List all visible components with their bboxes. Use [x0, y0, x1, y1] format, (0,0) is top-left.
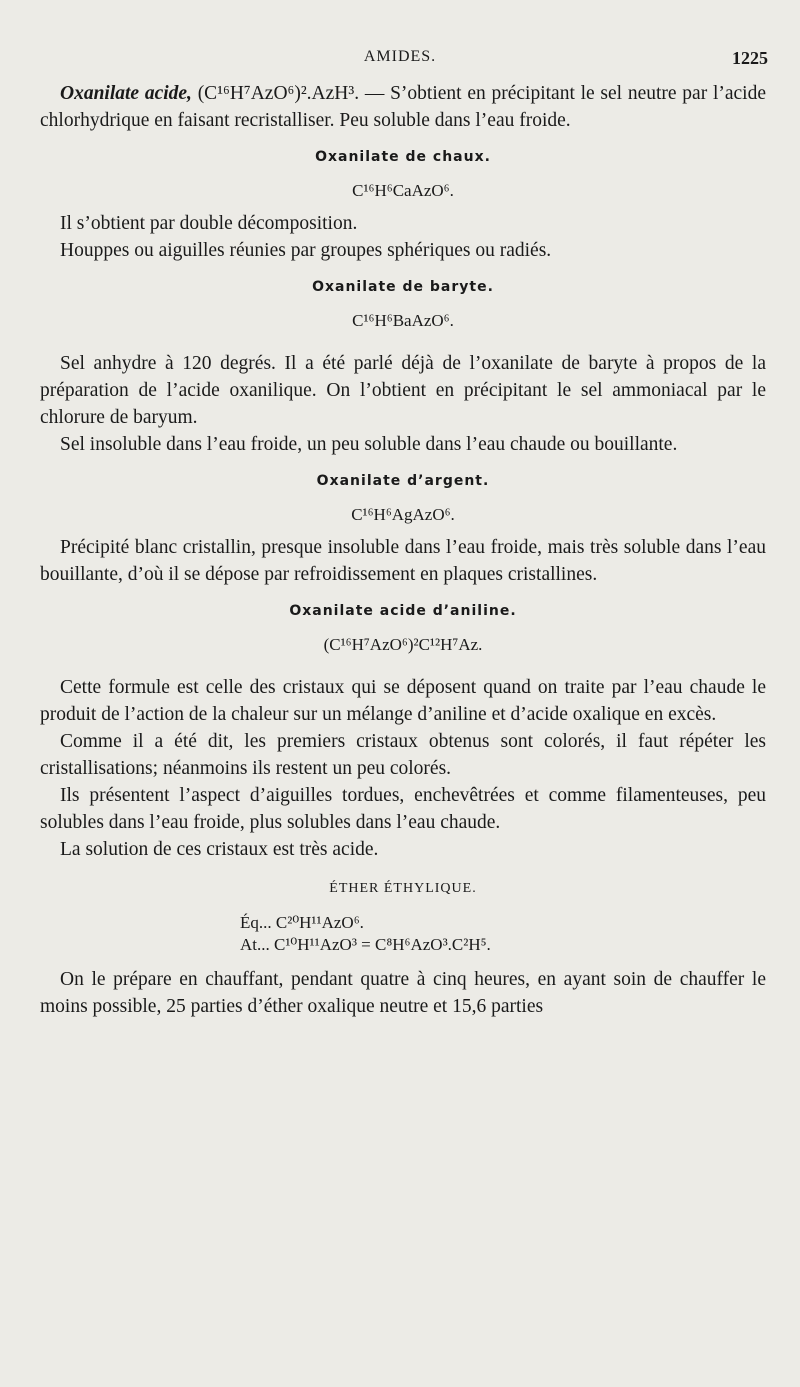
equation-at: At... C¹⁰H¹¹AzO³ = C⁸H⁶AzO³.C²H⁵.	[240, 935, 491, 954]
paragraph-chaux-1: Il s’obtient par double décomposition.	[60, 213, 358, 234]
heading-aniline: Oxanilate acide d’aniline.	[289, 603, 517, 619]
formula-baryte: C¹⁶H⁶BaAzO⁶.	[352, 311, 454, 330]
oxanilate-acide-paragraph	[40, 80, 766, 134]
heading-baryte: Oxanilate de baryte.	[312, 279, 494, 295]
running-title: AMIDES.	[363, 48, 437, 65]
formula-argent: C¹⁶H⁶AgAzO⁶.	[351, 505, 455, 524]
paragraph-aniline-4: La solution de ces cristaux est très acide.	[60, 839, 379, 860]
oxanilate-acide-text: — S’obtient en précipitant le sel neutre par l’acide chlorhydrique en faisant recristalliser. Peu soluble dans l’eau froide.	[40, 83, 766, 131]
page-number: 1225	[732, 48, 768, 68]
page-content	[40, 80, 766, 1020]
paragraph-aniline-3: Ils présentent l’aspect d’aiguilles tordues, enchevêtrées et comme filamenteuses, peu solubles dans l’eau froide, plus solubles dans l’eau chaude.	[40, 785, 766, 833]
formula-aniline: (C¹⁶H⁷AzO⁶)²C¹²H⁷Az.	[323, 635, 483, 654]
paragraph-baryte-1: Sel anhydre à 120 degrés. Il a été parlé déjà de l’oxanilate de baryte à propos de la préparation de l’acide oxanilique. On l’obtient en précipitant le sel ammoniacal par le chlorure de baryum.	[40, 353, 766, 428]
heading-chaux: Oxanilate de chaux.	[315, 149, 491, 165]
paragraph-ether-1: On le prépare en chauffant, pendant quatre à cinq heures, en ayant soin de chauffer le moins possible, 25 parties d’éther oxalique neutre et 15,6 parties	[40, 969, 766, 1017]
paragraph-argent-1: Précipité blanc cristallin, presque insoluble dans l’eau froide, mais très soluble dans l’eau bouillante, d’où il se dépose par refroidissement en plaques cristallines.	[40, 537, 766, 585]
paragraph-chaux-2: Houppes ou aiguilles réunies par groupes sphériques ou radiés.	[60, 240, 552, 261]
oxanilate-acide-lead: Oxanilate acide,	[60, 83, 192, 104]
formula-chaux: C¹⁶H⁶CaAzO⁶.	[352, 181, 454, 200]
paragraph-aniline-2: Comme il a été dit, les premiers cristaux obtenus sont colorés, il faut répéter les cristallisations; néanmoins ils restent un peu colorés.	[40, 731, 766, 779]
equation-eq: Éq... C²⁰H¹¹AzO⁶.	[240, 913, 364, 932]
paragraph-baryte-2: Sel insoluble dans l’eau froide, un peu soluble dans l’eau chaude ou bouillante.	[60, 434, 678, 455]
heading-argent: Oxanilate d’argent.	[316, 473, 490, 489]
heading-ether: ÉTHER ÉTHYLIQUE.	[329, 881, 477, 896]
paragraph-aniline-1: Cette formule est celle des cristaux qui se déposent quand on traite par l’eau chaude le produit de l’action de la chaleur sur un mélange d’aniline et d’acide oxalique en excès.	[40, 677, 766, 725]
oxanilate-acide-formula: (C¹⁶H⁷AzO⁶)².AzH³.	[197, 83, 360, 104]
page-header	[0, 48, 800, 72]
